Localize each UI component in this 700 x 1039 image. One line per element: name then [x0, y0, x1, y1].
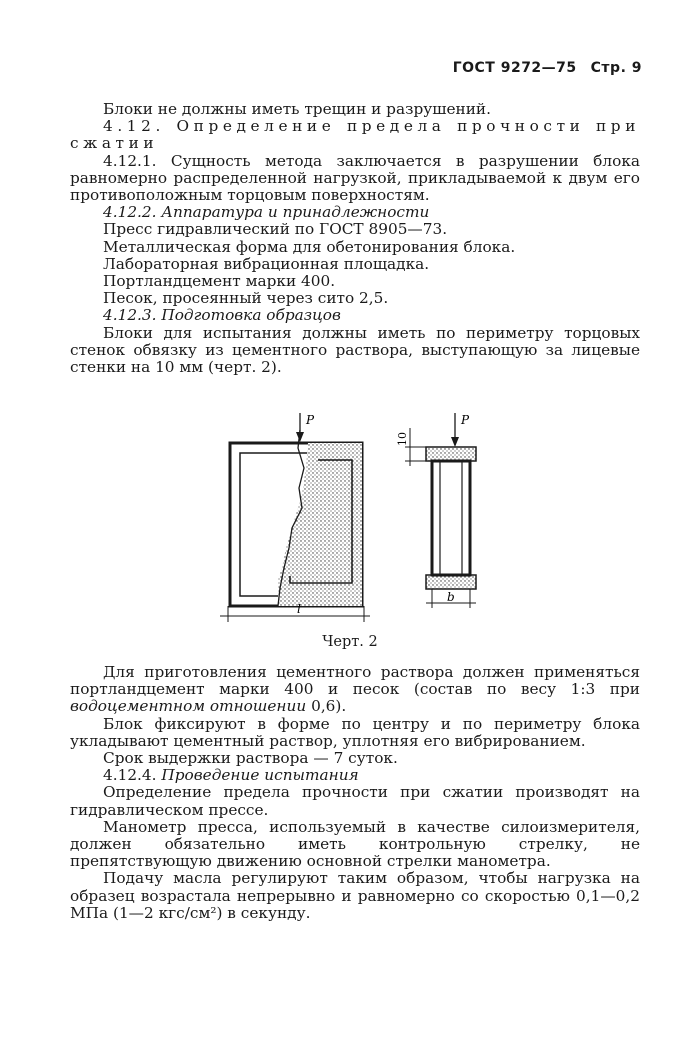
heading-sample-prep: 4.12.3. Подготовка образцов	[103, 306, 341, 325]
top-mortar-cap	[426, 447, 476, 461]
paragraph-method-essence: 4.12.1. Сущность метода заключается в разрушении блока равномерно распределенной нагрузкой, прикладываемой к двум его противоположным торцовым поверхностям.	[70, 151, 640, 205]
heading-apparatus: 4.12.2. Аппаратура и принадлежности	[103, 203, 430, 222]
lower-paragraph	[70, 767, 640, 784]
italic-text: Проведение испытания	[161, 766, 359, 785]
item-metal-form: Металлическая форма для обетонирования блока.	[103, 237, 516, 256]
lower-paragraph	[70, 750, 640, 767]
side-load-arrow-head	[451, 437, 459, 447]
paragraph-block-binding: Блоки для испытания должны иметь по периметру торцовых стенок обвязку из цементного раствора, выступающую за лицевые стенки на 10 мм (черт. 2).	[70, 323, 640, 377]
bottom-mortar-cap	[426, 575, 476, 589]
side-view	[396, 413, 476, 608]
lower-paragraph	[70, 870, 640, 922]
page-number: Стр. 9	[590, 60, 642, 76]
italic-text: водоцементном отношении	[70, 697, 307, 716]
lower-paragraph	[70, 784, 640, 818]
paragraph-text: 0,6).	[306, 697, 347, 716]
item-vibration-platform: Лабораторная вибрационная площадка.	[103, 254, 430, 273]
load-label-front: P	[306, 413, 315, 427]
lower-paragraph	[70, 819, 640, 871]
paragraph-text: Для приготовления цементного раствора должен применяться портландцемент марки 400 и песок (состав по весу 1:3 при	[70, 663, 640, 699]
front-view	[220, 413, 370, 622]
page-header	[453, 60, 642, 76]
lower-paragraph	[70, 716, 640, 750]
figure-caption: Черт. 2	[322, 634, 378, 650]
item-press: Пресс гидравлический по ГОСТ 8905—73.	[103, 220, 448, 239]
figure-block-diagram	[200, 408, 500, 633]
paragraph-text: Определение предела прочности при сжатии производят на гидравлическом прессе.	[70, 783, 640, 819]
paragraph-text: Срок выдержки раствора — 7 суток.	[103, 749, 398, 768]
lower-text-block	[70, 664, 640, 922]
side-block-cavity	[440, 461, 462, 575]
paragraph-no-cracks: Блоки не должны иметь трещин и разрушений.	[103, 100, 491, 118]
paragraph-text: Подачу масла регулируют таким образом, чтобы нагрузка на образец возрастала непрерывно и равномерно со скоростью 0,1—0,2 МПа (1—2 кгс/см²) в секунду.	[70, 869, 640, 922]
load-label-side: P	[461, 413, 470, 427]
upper-text-block	[70, 101, 640, 376]
paragraph-text: 4.12.4.	[103, 766, 162, 785]
side-block-wall	[432, 461, 470, 575]
width-label: b	[447, 590, 455, 604]
item-sand: Песок, просеянный через сито 2,5.	[103, 289, 389, 308]
length-label: l	[297, 602, 301, 616]
dim-10-label: 10	[396, 432, 409, 446]
paragraph-text: Блок фиксируют в форме по центру и по периметру блока укладывают цементный раствор, уплотняя его вибрированием.	[70, 714, 640, 750]
load-arrow-head	[296, 432, 304, 442]
lower-paragraph	[70, 664, 640, 716]
section-4-12-title: 4.12. Определение предела прочности при сжатии	[70, 117, 640, 153]
paragraph-text: Манометр пресса, используемый в качестве силоизмерителя, должен обязательно иметь контрольную стрелку, не препятствующую движению основной стрелки манометра.	[70, 817, 640, 871]
standard-number: ГОСТ 9272—75	[452, 60, 577, 76]
item-portland-cement: Портландцемент марки 400.	[103, 272, 336, 291]
